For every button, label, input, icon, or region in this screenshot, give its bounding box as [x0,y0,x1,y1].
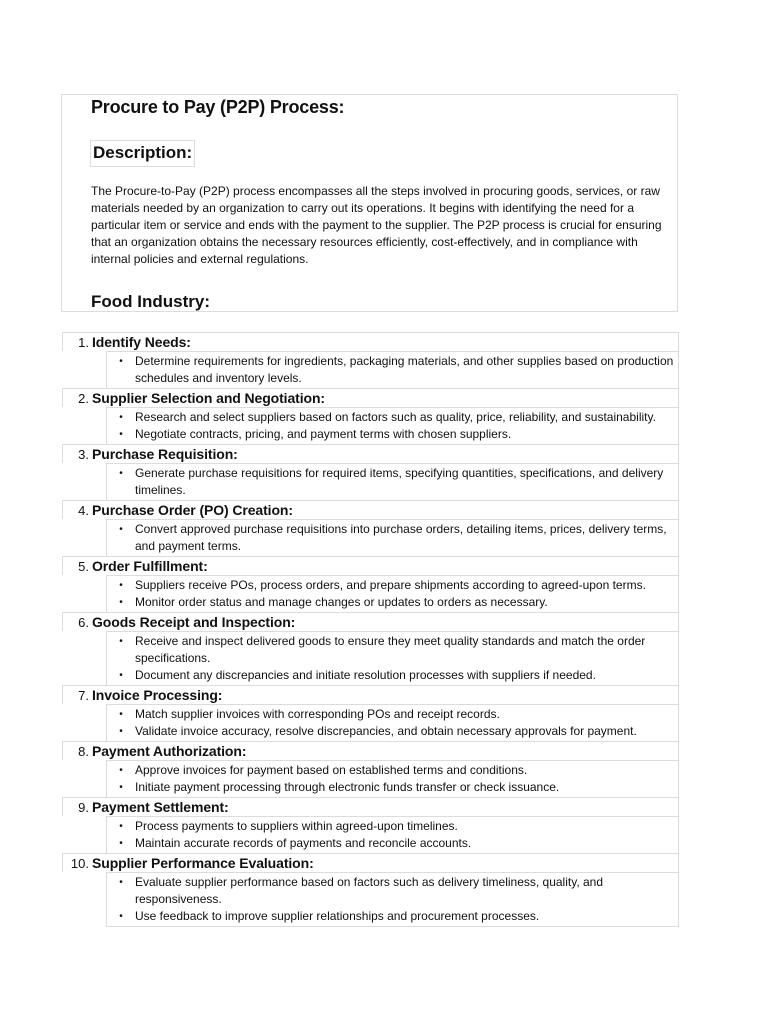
step-title: Payment Authorization: [92,743,247,759]
step-title: Identify Needs: [92,334,191,350]
step-title: Order Fulfillment: [92,558,208,574]
step-bullet-list [106,631,679,685]
step-header [62,332,679,351]
step-number: 6. [78,614,89,630]
bullet-text: Evaluate supplier performance based on factors such as delivery timeliness, quality, and responsiveness. [135,875,604,906]
bullet-icon: • [119,821,123,832]
bullet-text: Match supplier invoices with corresponding POs and receipt records. [135,707,500,721]
step-bullet-list [106,872,679,926]
step-bullet-list [106,407,679,444]
bullet-icon: • [119,877,123,888]
industry-heading: Food Industry: [91,292,210,311]
bullet-item [107,426,674,443]
bullet-icon: • [119,782,123,793]
bullet-text: Determine requirements for ingredients, packaging materials, and other supplies based on production schedules and inventory levels. [135,354,674,385]
step-bullet-list [106,816,679,853]
bullet-icon: • [119,726,123,737]
bullet-item [107,594,674,611]
step-number: 3. [78,446,89,462]
step-header [62,853,679,872]
step-title: Invoice Processing: [92,687,223,703]
step-bullet-list [106,519,679,556]
bullet-text: Research and select suppliers based on factors such as quality, price, reliability, and sustainability. [135,410,656,424]
intro-section [61,94,678,312]
bullet-icon: • [119,838,123,849]
bullet-icon: • [119,429,123,440]
bullet-item [107,409,674,426]
bullet-item [107,353,674,387]
step-header [62,500,679,519]
step-bullet-list [106,463,679,500]
bullet-text: Receive and inspect delivered goods to ensure they meet quality standards and match the order specifications. [135,634,646,665]
bullet-text: Document any discrepancies and initiate resolution processes with suppliers if needed. [135,668,596,682]
bullet-icon: • [119,636,123,647]
bullet-icon: • [119,670,123,681]
step-title: Purchase Requisition: [92,446,238,462]
bullet-text: Convert approved purchase requisitions into purchase orders, detailing items, prices, delivery terms, and payment terms. [135,522,667,553]
step-header [62,612,679,631]
bullet-item [107,908,674,925]
bullet-icon: • [119,597,123,608]
description-heading: Description: [90,140,195,167]
bullet-item [107,521,674,555]
bullet-icon: • [119,412,123,423]
step-number: 5. [78,558,89,574]
bullet-text: Monitor order status and manage changes or updates to orders as necessary. [135,595,548,609]
bullet-icon: • [119,524,123,535]
bullet-item [107,577,674,594]
bullet-icon: • [119,709,123,720]
bullet-icon: • [119,468,123,479]
step-number: 9. [78,799,89,815]
step-bullet-list [106,704,679,741]
bullet-icon: • [119,580,123,591]
bullet-text: Validate invoice accuracy, resolve discrepancies, and obtain necessary approvals for payment. [135,724,637,738]
bullet-text: Suppliers receive POs, process orders, and prepare shipments according to agreed-upon terms. [135,578,646,592]
bullet-text: Maintain accurate records of payments and reconcile accounts. [135,836,472,850]
bullet-icon: • [119,765,123,776]
step-bullet-list [106,760,679,797]
bullet-icon: • [119,911,123,922]
page-title: Procure to Pay (P2P) Process: [91,97,345,117]
bullet-item [107,818,674,835]
bullet-item [107,633,674,667]
bullet-text: Process payments to suppliers within agreed-upon timelines. [135,819,458,833]
bullet-item [107,723,674,740]
step-number: 8. [78,743,89,759]
step-title: Supplier Performance Evaluation: [92,855,314,871]
step-number: 4. [78,502,89,518]
bullet-item [107,667,674,684]
step-title: Goods Receipt and Inspection: [92,614,296,630]
step-bullet-list [106,351,679,388]
description-text: The Procure-to-Pay (P2P) process encompasses all the steps involved in procuring goods, services, or raw materials needed by an organization to carry out its operations. It begins with identifying the need for a particular item or service and ends with the payment to the supplier. The P2P process is crucial for ensuring that an organization obtains the necessary resources efficiently, cost-effectively, and in compliance with internal policies and external regulations. [91,184,662,266]
bullet-text: Initiate payment processing through electronic funds transfer or check issuance. [135,780,560,794]
step-header [62,741,679,760]
step-title: Purchase Order (PO) Creation: [92,502,293,518]
step-header [62,685,679,704]
step-header [62,444,679,463]
steps-bottom-border [106,926,679,927]
bullet-item [107,465,674,499]
bullet-text: Use feedback to improve supplier relationships and procurement processes. [135,909,540,923]
bullet-text: Negotiate contracts, pricing, and payment terms with chosen suppliers. [135,427,512,441]
bullet-item [107,874,674,908]
bullet-text: Approve invoices for payment based on established terms and conditions. [135,763,528,777]
bullet-item [107,762,674,779]
bullet-item [107,706,674,723]
step-header [62,388,679,407]
bullet-icon: • [119,356,123,367]
bullet-item [107,835,674,852]
step-header [62,797,679,816]
step-number: 10. [70,855,89,871]
steps-list [62,332,679,927]
step-title: Payment Settlement: [92,799,229,815]
bullet-item [107,779,674,796]
bullet-text: Generate purchase requisitions for required items, specifying quantities, specifications, and delivery timelines. [135,466,664,497]
step-number: 2. [78,390,89,406]
step-bullet-list [106,575,679,612]
step-header [62,556,679,575]
step-number: 1. [78,334,89,350]
step-title: Supplier Selection and Negotiation: [92,390,325,406]
step-number: 7. [78,687,89,703]
